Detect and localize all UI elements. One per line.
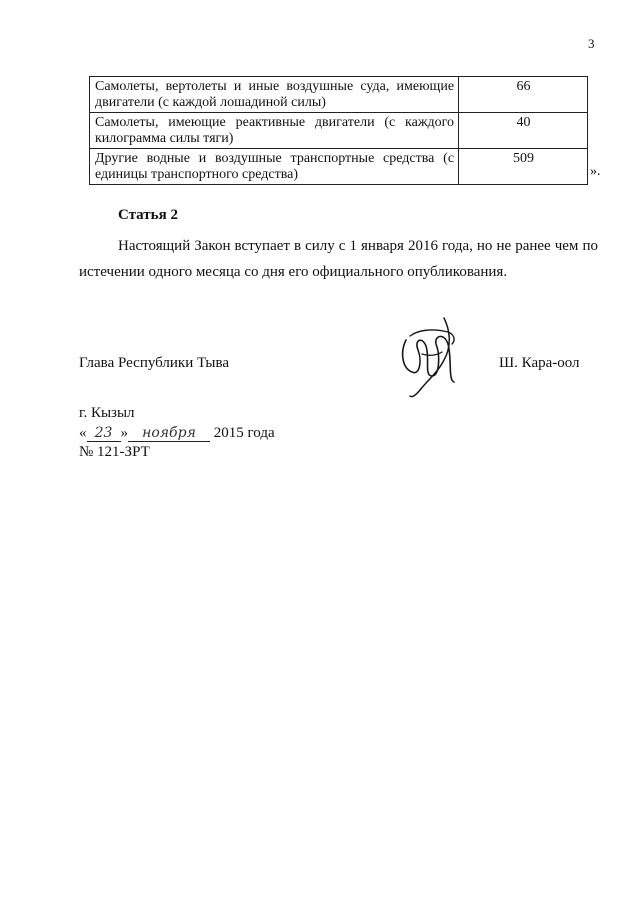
document-number: № 121-ЗРТ [79,444,150,460]
date-open-quote: « [79,425,87,441]
table-row [90,149,588,185]
signatory-name: Ш. Кара-оол [499,355,580,371]
date-month: ноября [128,425,210,442]
closing-quote: ». [590,164,601,179]
date-close-quote: » [120,425,128,441]
table-cell-rate: 509 [459,149,588,185]
table-row [90,77,588,113]
article-title: Статья 2 [118,207,178,223]
table-row [90,113,588,149]
table-cell-description: Другие водные и воздушные транспортные средства (с единицы транспортного средства) [90,149,459,185]
signing-date [79,425,275,442]
article-text: Настоящий Закон вступает в силу с 1 января 2016 года, но не ранее чем по истечении одного месяца со дня его официального опубликования. [79,238,598,280]
date-day: 23 [87,425,121,442]
table-cell-description: Самолеты, вертолеты и иные воздушные суда, имеющие двигатели (с каждой лошадиной силы) [90,77,459,113]
table-cell-rate: 66 [459,77,588,113]
table-cell-description: Самолеты, имеющие реактивные двигатели (с каждого килограмма силы тяги) [90,113,459,149]
city: г. Кызыл [79,405,135,421]
tax-rate-table [89,76,588,185]
date-year: 2015 года [213,425,275,441]
handwritten-signature [392,310,464,400]
table-cell-rate: 40 [459,113,588,149]
signatory-title: Глава Республики Тыва [79,355,230,371]
page-number: 3 [588,36,595,51]
